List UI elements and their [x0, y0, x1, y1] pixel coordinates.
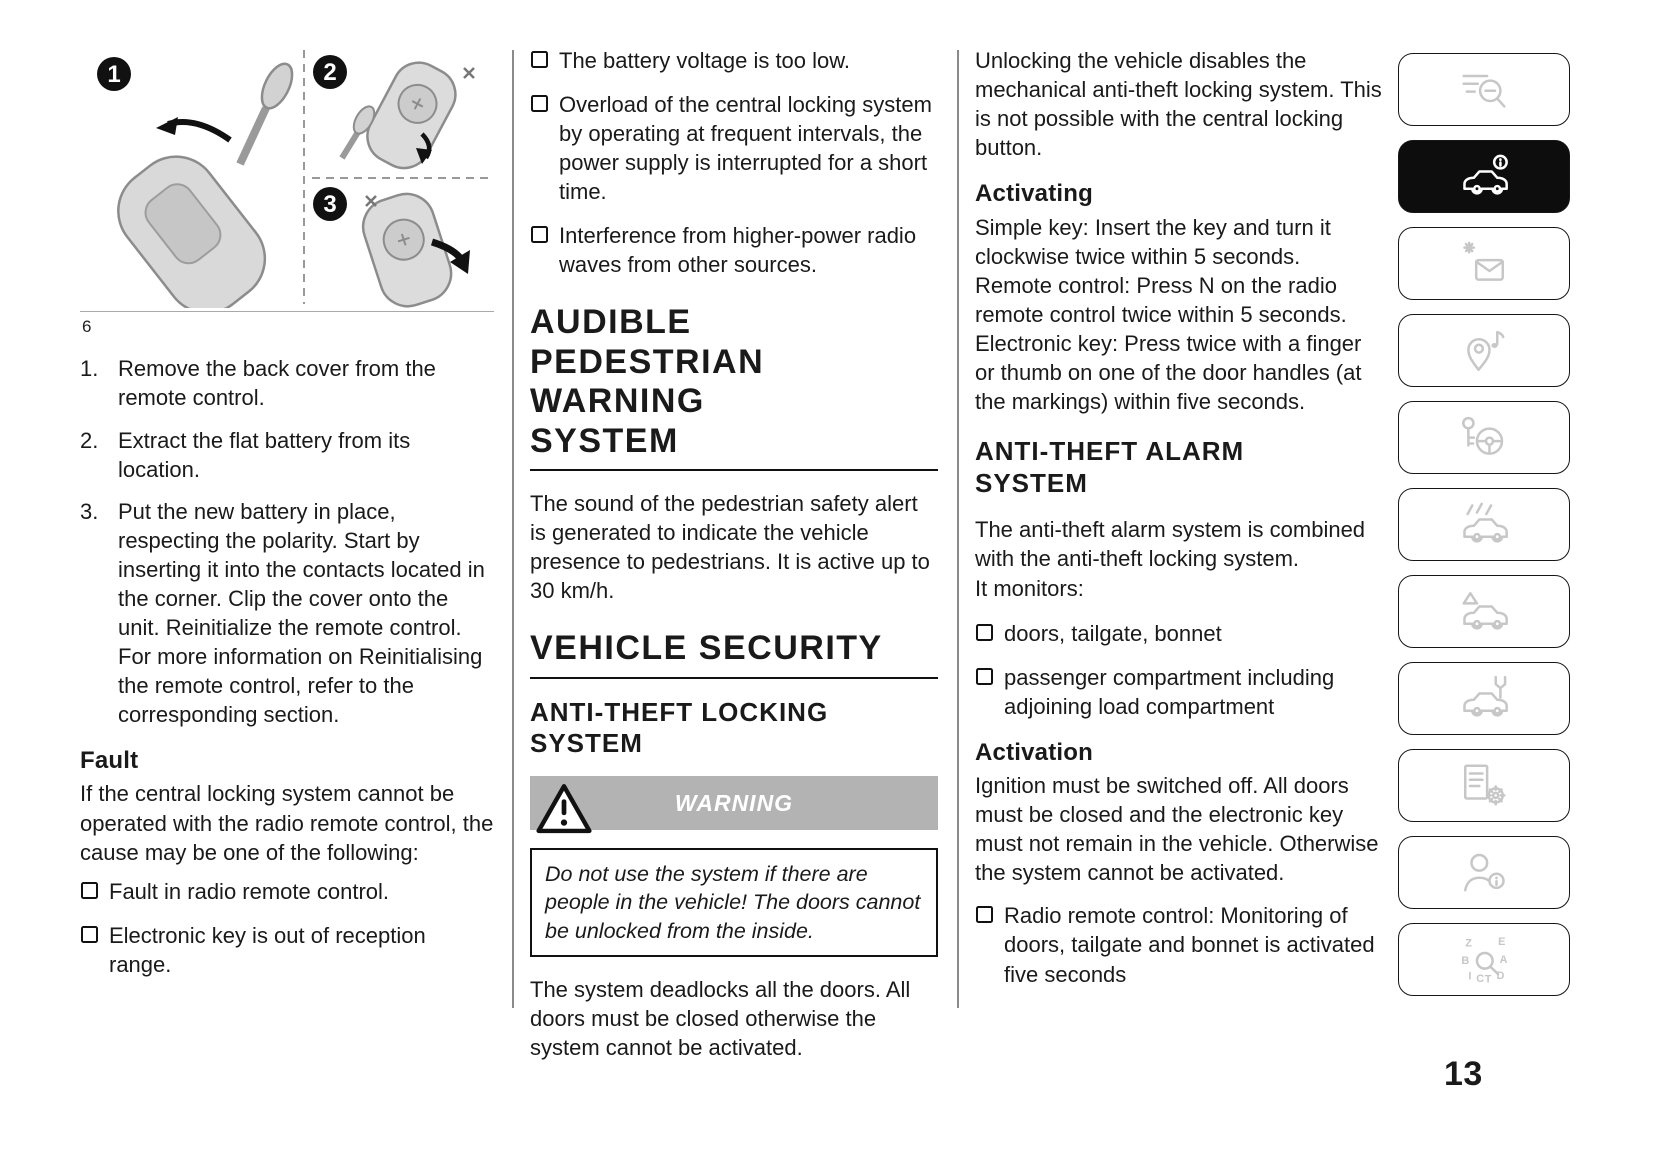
column-middle: [530, 46, 938, 1072]
activation-heading: Activation: [975, 738, 1094, 766]
battery-replacement-illustration: [80, 46, 492, 308]
bullet-item: [530, 90, 938, 206]
key-steering-wheel-icon: [1459, 413, 1509, 463]
bullet-item: [975, 619, 1385, 648]
warning-banner: [530, 776, 938, 830]
bullet-item: [975, 663, 1385, 721]
sidebar-tab-car-wrench[interactable]: [1398, 662, 1570, 735]
sidebar-tab-document-gear[interactable]: [1398, 749, 1570, 822]
numbered-step: [80, 354, 494, 412]
car-offroad-icon: [1459, 587, 1509, 637]
activating-line: Simple key: Insert the key and turn it clockwise twice within 5 seconds.: [975, 214, 1331, 269]
column-left: [80, 46, 494, 994]
heading-rule: [530, 677, 938, 679]
unlocking-paragraph: Unlocking the vehicle disables the mechanical anti-theft locking system. This is not possible with the central locking button.: [975, 48, 1382, 161]
step-text: Put the new battery in place, respecting the polarity. Start by inserting it into the contacts located in the corner. Clip the cover onto the unit. Reinitialize the remote control. For more information on Reinitialising the remote control, refer to the corresponding section.: [118, 498, 485, 727]
person-info-icon: [1459, 848, 1509, 898]
sidebar-tab-warning-lamp-mail[interactable]: [1398, 227, 1570, 300]
sidebar-tab-person-info[interactable]: [1398, 836, 1570, 909]
step-number: 3.: [80, 498, 99, 524]
deadlock-paragraph: The system deadlocks all the doors. All doors must be closed otherwise the system cannot be activated.: [530, 977, 911, 1061]
sidebar-tab-key-steering-wheel[interactable]: [1398, 401, 1570, 474]
heading-rule: [530, 469, 938, 471]
fault-intro-paragraph: If the central locking system cannot be operated with the radio remote control, the cause may be one of the following:: [80, 781, 494, 865]
chapter-tab-sidebar: [1398, 53, 1570, 1010]
warning-note-box: [530, 848, 938, 957]
fault-causes-list-continued: [530, 46, 938, 279]
bullet-text: The battery voltage is too low.: [559, 48, 851, 73]
warning-lamp-mail-icon: [1459, 239, 1509, 289]
svg-text:A: A: [1499, 953, 1508, 966]
svg-text:C: C: [1476, 972, 1485, 985]
heading-audible-pedestrian: AUDIBLE PEDESTRIAN WARNING SYSTEM: [530, 303, 765, 460]
heading-anti-theft-alarm: ANTI-THEFT ALARM SYSTEM: [975, 436, 1245, 498]
step-number: 1.: [80, 356, 99, 382]
audible-paragraph: The sound of the pedestrian safety alert is generated to indicate the vehicle presence to pedestrians. It is active up to 30 km/h.: [530, 490, 930, 604]
bullet-item: [530, 46, 938, 75]
square-bullet-icon: [976, 668, 993, 685]
square-bullet-icon: [531, 226, 548, 243]
activating-line: Remote control: Press N on the radio remote control twice within 5 seconds.: [975, 272, 1347, 327]
fault-causes-list: [80, 877, 494, 979]
column-divider: [957, 50, 959, 1008]
figure-callout-3: 3: [323, 191, 337, 218]
sidebar-tab-car-info[interactable]: [1398, 140, 1570, 213]
document-gear-icon: [1459, 761, 1509, 811]
svg-text:T: T: [1484, 973, 1492, 985]
bullet-text: Radio remote control: Monitoring of doors, tailgate and bonnet is activated five seconds: [1004, 903, 1375, 987]
activating-line: Electronic key: Press twice with a finger or thumb on one of the door handles (at the markings) within five seconds.: [975, 330, 1362, 414]
car-wrench-icon: [1459, 674, 1509, 724]
bullet-item: [530, 221, 938, 279]
monitors-label: It monitors:: [975, 575, 1084, 601]
subheading-anti-theft-locking: ANTI-THEFT LOCKING SYSTEM: [530, 696, 829, 759]
sidebar-tab-dashboard-search[interactable]: [1398, 53, 1570, 126]
battery-steps-list: [80, 354, 494, 728]
square-bullet-icon: [531, 95, 548, 112]
bullet-item: [80, 921, 494, 979]
step-number: 2.: [80, 427, 99, 453]
bullet-text: passenger compartment including adjoining load compartment: [1004, 664, 1335, 719]
heading-vehicle-security: VEHICLE SECURITY: [530, 629, 883, 668]
svg-text:B: B: [1461, 954, 1470, 967]
warning-triangle-icon: [536, 781, 592, 837]
sidebar-tab-car-offroad[interactable]: [1398, 575, 1570, 648]
figure-number: 6: [82, 317, 92, 336]
column-right: [975, 46, 1385, 1004]
bullet-item: [80, 877, 494, 906]
svg-text:D: D: [1496, 969, 1505, 982]
sidebar-tab-navigation-music[interactable]: [1398, 314, 1570, 387]
bullet-text: Overload of the central locking system by operating at frequent intervals, the power supply is interrupted for a short time.: [559, 92, 932, 205]
fault-heading: Fault: [80, 746, 139, 774]
activating-heading: Activating: [975, 180, 1094, 208]
svg-text:Z: Z: [1465, 937, 1472, 950]
square-bullet-icon: [976, 624, 993, 641]
step-text: Remove the back cover from the remote control.: [118, 356, 436, 411]
activating-instructions: [975, 213, 1385, 416]
figure-callout-1: 1: [107, 61, 121, 88]
warning-label: WARNING: [674, 789, 794, 816]
alphabetical-index-icon: [1459, 935, 1509, 985]
car-info-icon: [1459, 152, 1509, 202]
car-rain-icon: [1459, 500, 1509, 550]
column-divider: [512, 50, 514, 1008]
activation-list: [975, 901, 1385, 988]
svg-text:E: E: [1498, 935, 1506, 948]
square-bullet-icon: [81, 882, 98, 899]
battery-replacement-figure: [80, 46, 494, 312]
activation-paragraph: Ignition must be switched off. All doors must be closed and the electronic key must not remain in the vehicle. Otherwise the system cannot be activated.: [975, 773, 1379, 886]
numbered-step: [80, 497, 494, 729]
bullet-text: Electronic key is out of reception range.: [109, 922, 426, 977]
navigation-music-icon: [1459, 326, 1509, 376]
page-number: 13: [1444, 1055, 1483, 1093]
square-bullet-icon: [81, 926, 98, 943]
svg-text:I: I: [1468, 970, 1472, 983]
sidebar-tab-car-rain[interactable]: [1398, 488, 1570, 561]
warning-note-text: Do not use the system if there are people in the vehicle! The doors cannot be unlocked from the inside.: [545, 861, 921, 943]
bullet-text: Fault in radio remote control.: [109, 878, 390, 904]
dashboard-search-icon: [1459, 65, 1509, 115]
bullet-item: [975, 901, 1385, 988]
monitored-items-list: [975, 619, 1385, 721]
bullet-text: Interference from higher-power radio waves from other sources.: [559, 223, 917, 278]
square-bullet-icon: [531, 51, 548, 68]
alarm-paragraph: The anti-theft alarm system is combined with the anti-theft locking system.: [975, 517, 1366, 572]
figure-callout-2: 2: [323, 59, 337, 86]
step-text: Extract the flat battery from its location.: [118, 427, 411, 482]
numbered-step: [80, 426, 494, 484]
bullet-text: doors, tailgate, bonnet: [1004, 620, 1222, 646]
square-bullet-icon: [976, 906, 993, 923]
sidebar-tab-alphabetical-index[interactable]: [1398, 923, 1570, 996]
